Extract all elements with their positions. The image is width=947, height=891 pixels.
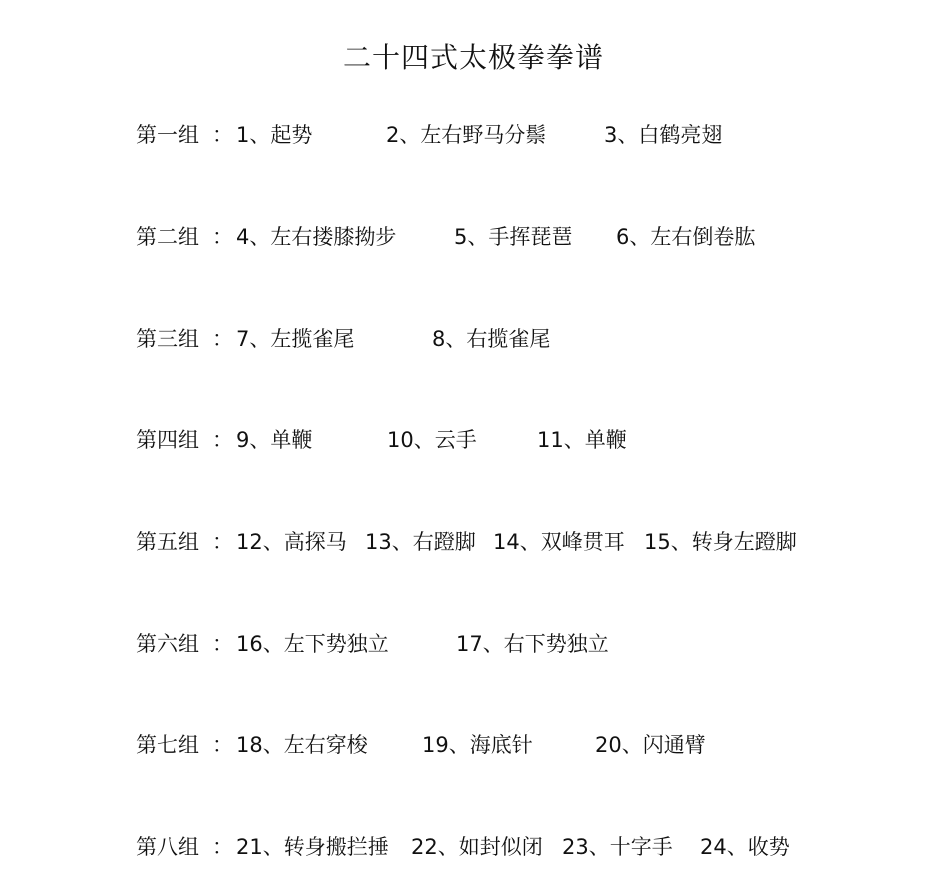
move-item: 3、白鹤亮翅 [604,123,723,147]
group-label: 第四组 [136,428,199,452]
group-colon: ： [212,327,233,351]
group-label: 第七组 [136,733,199,757]
move-item: 4、左右搂膝拗步 [236,225,397,249]
group-colon: ： [212,123,233,147]
move-item: 5、手挥琵琶 [454,225,573,249]
move-item: 19、海底针 [422,733,533,757]
move-item: 9、单鞭 [236,428,313,452]
move-item: 22、如封似闭 [411,835,543,859]
group-colon: ： [212,428,233,452]
group-colon: ： [212,530,233,554]
move-item: 21、转身搬拦捶 [236,835,389,859]
move-item: 15、转身左蹬脚 [644,530,797,554]
move-item: 1、起势 [236,123,313,147]
move-item: 20、闪通臂 [595,733,706,757]
group-colon: ： [212,632,233,656]
page-title: 二十四式太极拳拳谱 [342,41,604,74]
group-colon: ： [212,733,233,757]
group-colon: ： [212,835,233,859]
group-label: 第八组 [136,835,199,859]
move-item: 13、右蹬脚 [365,530,476,554]
move-item: 11、单鞭 [537,428,627,452]
move-item: 7、左揽雀尾 [236,327,355,351]
move-item: 16、左下势独立 [236,632,389,656]
move-item: 24、收势 [700,835,790,859]
move-item: 6、左右倒卷肱 [616,225,756,249]
move-item: 12、高探马 [236,530,347,554]
move-item: 10、云手 [387,428,477,452]
move-item: 18、左右穿梭 [236,733,368,757]
group-label: 第二组 [136,225,199,249]
group-label: 第五组 [136,530,199,554]
group-colon: ： [212,225,233,249]
move-item: 14、双峰贯耳 [493,530,625,554]
move-item: 17、右下势独立 [456,632,609,656]
move-item: 23、十字手 [562,835,673,859]
move-item: 2、左右野马分鬃 [386,123,547,147]
group-label: 第三组 [136,327,199,351]
move-item: 8、右揽雀尾 [432,327,551,351]
group-label: 第一组 [136,123,199,147]
group-label: 第六组 [136,632,199,656]
